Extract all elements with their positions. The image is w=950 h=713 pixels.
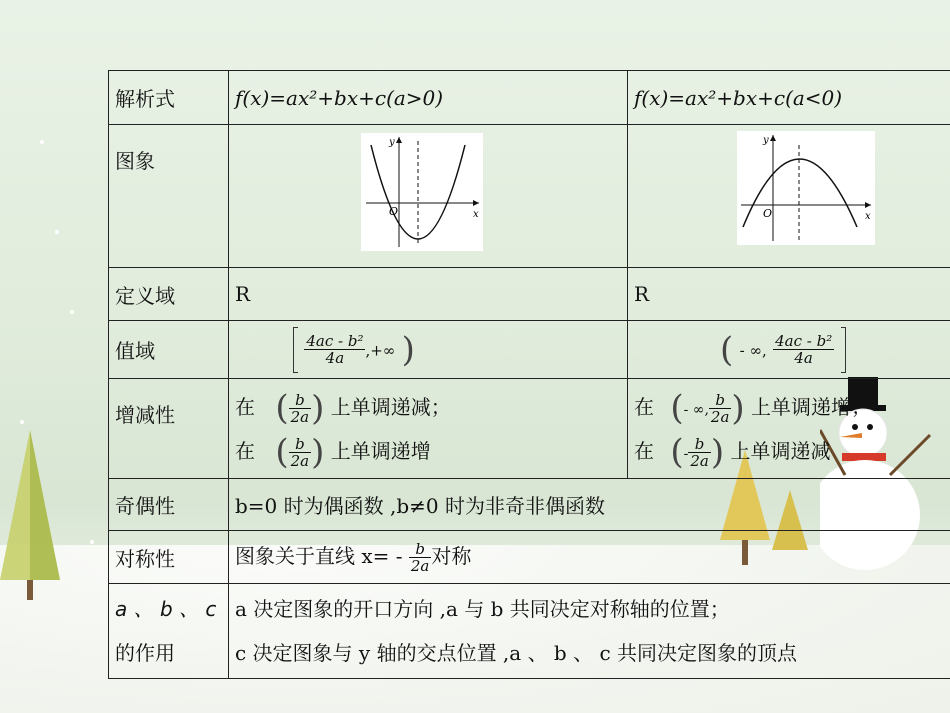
monotonic-up [229,379,628,479]
label-role-line-1: a 、 b 、 c [115,597,217,621]
row-parity [109,479,950,531]
quadratic-function-properties-table [108,70,950,679]
neg-sign: - [683,445,689,462]
left-paren: ( [670,388,684,428]
right-paren: ) [401,329,415,370]
row-symmetry [109,531,950,584]
frac [709,392,732,425]
snowflake [20,420,24,424]
text-decreasing: 上单调递减 [730,438,831,463]
range-down-denominator: 4a [794,349,813,367]
snowflake [55,230,59,234]
expr-a-negative: f(x)=ax²+bx+c(a<0) [628,71,950,125]
frac-num: b [409,541,432,558]
left-paren: ( [720,329,734,370]
label-graph: 图象 [109,125,229,268]
neg-inf: - ∞, [683,401,709,418]
label-monotonicity: 增减性 [109,379,229,479]
row-domain [109,268,950,321]
word-zai: 在 [634,438,654,463]
frac [289,436,312,469]
range-down [628,321,950,379]
label-symmetry: 对称性 [109,531,229,584]
snowflake [40,140,44,144]
range-up-fraction [304,333,365,366]
y-axis-label: y [763,135,769,146]
role-line-2: c 决定图象与 y 轴的交点位置 ,a 、 b 、 c 共同决定图象的顶点 [235,641,798,665]
right-paren: ) [731,388,745,428]
label-expression: 解析式 [109,71,229,125]
right-bracket [841,327,846,373]
parity-text: b=0 时为偶函数 ,b≠0 时为非奇非偶函数 [229,479,950,531]
origin-label: O [389,205,399,218]
row-expression [109,71,950,125]
left-paren: ( [275,432,289,472]
range-up-denominator: 4a [325,349,345,367]
row-range [109,321,950,379]
frac [688,436,711,469]
text-increasing: 上单调递增 [330,438,431,463]
y-axis-label: y [389,137,395,148]
text-decreasing: 上单调递减； [330,394,451,419]
range-up-numerator: 4ac - b² [306,332,364,350]
text-increasing: 上单调递增； [751,394,872,419]
monotonic-up-line-1 [235,385,621,429]
x-axis-label: x [865,211,871,222]
expr-a-positive: f(x)=ax²+bx+c(a>0) [229,71,628,125]
graph-cell-up [229,125,628,268]
label-domain: 定义域 [109,268,229,321]
frac-den: 2a [690,451,709,470]
domain-up: R [229,268,628,321]
monotonic-down-line-1 [634,385,950,429]
word-zai: 在 [235,394,255,419]
monotonic-down-line-2 [634,429,950,473]
monotonic-up-line-2 [235,429,621,473]
x-axis-label: x [473,209,479,220]
monotonic-down [628,379,950,479]
frac-num: b [289,436,312,453]
label-parity: 奇偶性 [109,479,229,531]
symmetry-cell [229,531,950,584]
left-bracket [293,327,298,373]
range-down-head: - ∞, [739,341,767,359]
range-up-tail: ,+∞ [365,341,396,359]
frac-den: 2a [710,407,730,426]
frac-num: b [688,436,711,453]
frac-den: 2a [290,407,310,426]
range-down-fraction [773,333,834,366]
range-up [229,321,628,379]
right-paren: ) [311,432,325,472]
symmetry-fraction [409,541,432,574]
tree-illustration-left [0,430,110,600]
symmetry-prefix: 图象关于直线 x= - [235,544,403,568]
upward-parabola-graph [361,133,483,251]
range-down-numerator: 4ac - b² [775,332,833,350]
domain-down: R [628,268,950,321]
symmetry-suffix: 对称 [431,544,472,568]
row-graph [109,125,950,268]
role-line-1: a 决定图象的开口方向 ,a 与 b 共同决定对称轴的位置； [235,597,730,621]
frac-den: 2a [290,451,310,470]
right-paren: ) [710,432,725,472]
left-paren: ( [275,388,289,428]
frac-num: b [289,392,312,409]
row-monotonicity [109,379,950,479]
right-paren: ) [311,388,325,428]
label-range: 值域 [109,321,229,379]
word-zai: 在 [634,394,654,419]
role-cell [229,584,950,679]
origin-label: O [763,207,773,220]
row-role [109,584,950,679]
word-zai: 在 [235,438,255,463]
label-role [109,584,229,679]
frac-den: 2a [410,557,430,575]
frac [289,392,312,425]
downward-parabola-graph [737,131,875,245]
graph-cell-down [628,125,950,268]
label-role-line-2: 的作用 [115,641,175,665]
frac-num: b [709,392,732,409]
left-paren: ( [670,432,684,472]
snowflake [70,310,74,314]
